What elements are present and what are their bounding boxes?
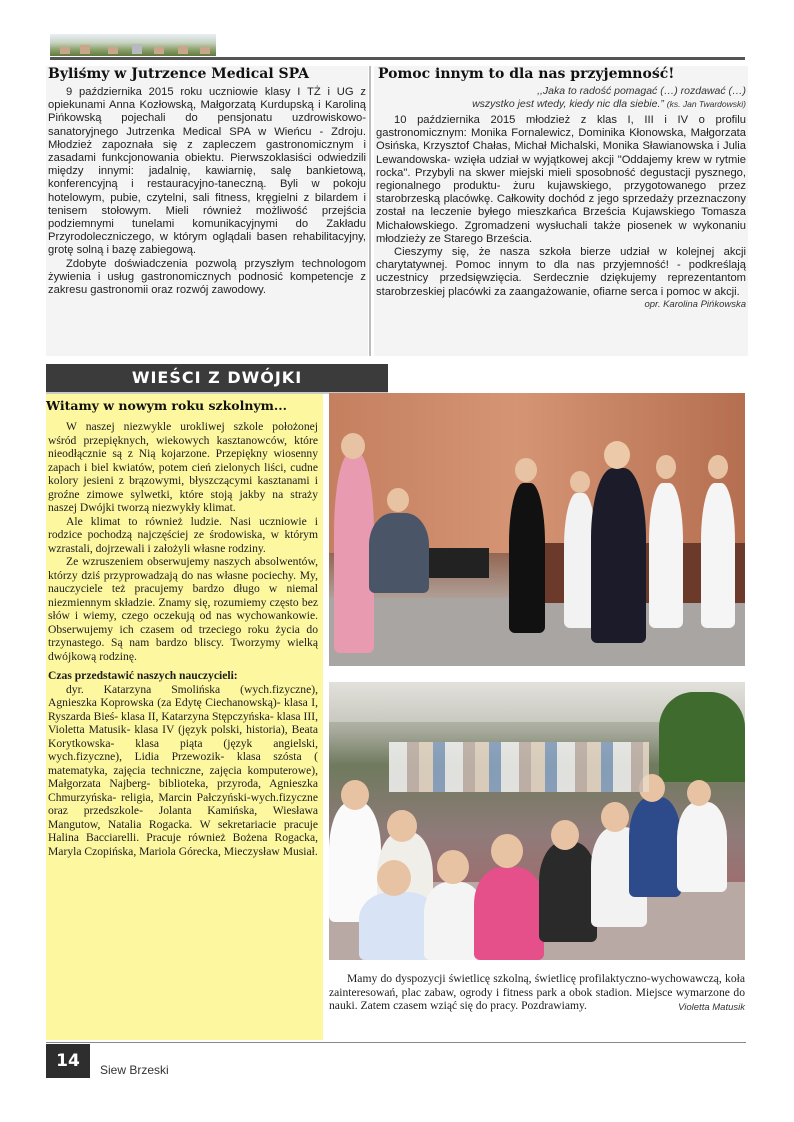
left-article bbox=[46, 66, 368, 356]
section-signature: Violetta Matusik bbox=[678, 1001, 745, 1013]
motto-quote bbox=[374, 85, 748, 111]
paragraph: Zdobyte doświadczenia pozwolą przyszłym technologom żywienia i usług gastronomicznych podnosić kompetencje z zakresu gastronomii oraz rozwój zawodowy. bbox=[48, 257, 366, 297]
paragraph: 9 października 2015 roku uczniowie klasy I TŻ i UG z opiekunami Anna Kozłowską, Małgorzatą Kurdupską i Karoliną Pińkowską pojechali do pensjonatu uzdrowiskowo-sanatoryjnego Jutrzenka Medical SPA w Wieńcu - Zdroju. Młodzież zapoznała się z zapleczem gastronomicznym i zasadami funkcjonowania obiektu. Pierwszoklasiści odwiedzili między innymi: jadalnię, kawiarnię, salę bankietową, konferencyjną i restauracyjno-taneczną. Byli w pokoju hotelowym, pubie, czytelni, sali fitness, kręgielni z bilardem i tenisem stołowym. Mieli również możliwość przejścia podziemnymi tunelami komunikacyjnymi do Zakładu Przyrodoleczniczego, w którym oglądali basen rehabilitacyjny, grotę solną i bazę zabiegową. bbox=[48, 86, 366, 257]
right-article-title: Pomoc innym to dla nas przyjemność! bbox=[378, 66, 675, 82]
right-article-body bbox=[374, 111, 748, 299]
section-body bbox=[48, 420, 318, 858]
section-header bbox=[46, 364, 388, 394]
paragraph: Ale klimat to również ludzie. Nasi uczniowie i rodzice pochodzą najczęściej ze środowiska, w którym wzrastali, dojrzewali i założyli własne rodziny. bbox=[48, 514, 318, 555]
quote-line: wszystko jest wtedy, kiedy nic dla siebie.” bbox=[472, 98, 664, 110]
page-number: 14 bbox=[46, 1044, 90, 1078]
right-article bbox=[374, 66, 748, 356]
school-ceremony-photo bbox=[329, 393, 745, 666]
section-header-label: WIEŚCI Z DWÓJKI bbox=[131, 368, 303, 387]
column-divider bbox=[369, 66, 371, 356]
caption-text: Mamy do dyspozycji świetlicę szkolną, świetlicę profilaktyczno-wychowawczą, koła zainteresowań, plac zabaw, ogrody i fitness park a obok stadion. Miejsce wymarzone do nauki. Zatem czasem wziąć się do pracy. Pozdrawiamy. bbox=[329, 972, 745, 1012]
bottom-rule bbox=[46, 1042, 746, 1043]
right-article-signature: opr. Karolina Pińkowska bbox=[644, 298, 746, 310]
children-gathering-photo bbox=[329, 682, 745, 960]
quote-line: ,,Jaka to radość pomagać (…) rozdawać (…) bbox=[537, 85, 746, 97]
left-article-title: Byliśmy w Jutrzence Medical SPA bbox=[48, 66, 310, 82]
section-subtitle: Witamy w nowym roku szkolnym... bbox=[46, 398, 287, 413]
photo-caption bbox=[329, 972, 745, 1014]
left-article-body bbox=[46, 86, 368, 297]
paragraph: W naszej niezwykle urokliwej szkole położonej wśród przepięknych, wiekowych kasztanowców, które nieodłącznie są z Nią kojarzone. Przepiękny wiosenny zapach i biel kwiatów, potem cień zielonych liści, cudne kolory jesieni z brązowymi, błyszczącymi kasztanami i groźne zimowe sylwetki, które stoją jakby na straży naszej Dwójki tworzą niezwykły klimat. bbox=[48, 420, 318, 514]
teachers-lead: Czas przedstawić naszych nauczycieli: bbox=[48, 669, 238, 682]
top-rule bbox=[50, 57, 745, 60]
quote-author: (ks. Jan Twardowski) bbox=[666, 99, 746, 109]
paragraph: Ze wzruszeniem obserwujemy naszych absolwentów, którzy dziś przyprowadzają do nas własne pociechy. My, nauczyciele też pracujemy bardzo długo w niemal niezmiennym składzie. Znamy się, rozumiemy często bez słów i wiemy, czego oczekują od nas wychowankowie. Obserwujemy ich czasem od trzeciego roku życia do trzynastego. Są nam bardzo bliscy. Tworzymy wielką dwójkową rodzinę. bbox=[48, 555, 318, 663]
quote-line-with-author bbox=[374, 98, 746, 111]
magazine-name: Siew Brzeski bbox=[100, 1063, 169, 1077]
masthead-village-image bbox=[50, 34, 216, 56]
paragraph: 10 października 2015 młodzież z klas I, III i IV o profilu gastronomicznym: Monika Fornalewicz, Dominika Kłonowska, Małgorzata Osińska, Krzysztof Chałas, Michał Michalski, Monika Sławianowska i Julia Lewandowska- wzięła udział w wyjątkowej akcji "Oddajemy krew w rytmie rocka". Przybyli na skwer miejski mieli sposobność degustacji pysznego, regionalnego produktu- żuru kujawskiego, przygotowanego przez starobrzeską placówkę. Całkowity dochód z jego sprzedaży przeznaczony został na leczenie byłego mieszkańca Brześcia Kujawskiego Tomasza Michałowskiego. Zgromadzeni wysłuchali także piosenek w wykonaniu młodzieży ze Starego Brześcia. bbox=[376, 114, 746, 245]
paragraph: Cieszymy się, że nasza szkoła bierze udział w kolejnej akcji charytatywnej. Pomoc innym to dla nas przyjemność! - podkreślają uczestnicy przedsięwzięcia. Serdecznie dziękujemy reprezentantom starobrzeskiej placówki za zaangażowanie, ofiarne serca i pomoc w akcji. bbox=[376, 246, 746, 298]
teachers-list: dyr. Katarzyna Smolińska (wych.fizyczne), Agnieszka Koprowska (za Edytę Ciechanowską)- klasa I, Ryszarda Bieś- klasa II, Katarzyna Stępczyńska- klasa III, Violetta Matusik- klasa IV (język polski, historia), Beata Korytkowska- klasa piąta (język angielski, wych.fizyczne), Lidia Przewozik- klasa szósta ( matematyka, zajęcia techniczne, zajęcia komputerowe), Małgorzata Najberg- biblioteka, przyroda, Agnieszka Chmurzyńska- religia, Marcin Pałczyński-wych.fizyczne oraz przedszkole- Jolanta Kamińska, Wiesława Mangutow, Natalia Rogacka. W sekretariacie pracuje Halina Bacciarelli. Pracuje również Bożena Rogacka, Maryla Czopińska, Mariola Górecka, Mieczysław Musiał. bbox=[48, 682, 318, 858]
